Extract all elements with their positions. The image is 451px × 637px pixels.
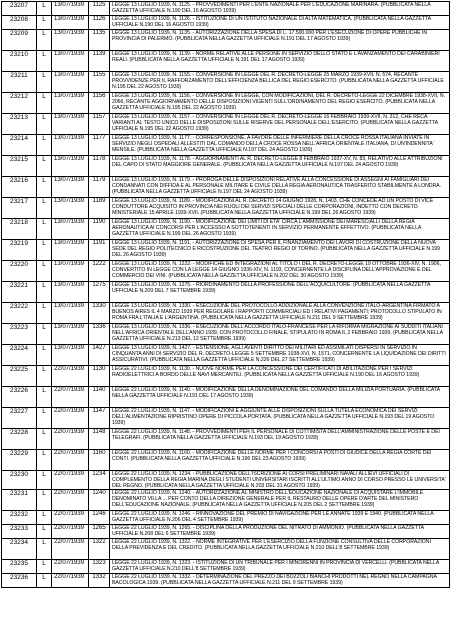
row-number-cell: 1246 xyxy=(89,511,110,525)
row-id-cell: 23219 xyxy=(2,240,37,261)
row-date-cell: 13/07/1939 xyxy=(52,177,89,198)
table-row xyxy=(2,282,450,303)
row-title-cell: LEGGE 13 LUGLIO 1939, N. 1156. - CONVERSIONE IN LEGGE, CON MODIFICAZIONI, DEL R. DECRETO-LEGGE 22 DICEMBRE 1938-XVII, N. 2066, RECANTE AGGIORNAMENTO DELLE DISPOSIZIONI VIGENTI SULL'ORDINAMENTO DEL REGIO ESERCITO. (PUBBLICATA NELLA GAZZETTA UFFICIALE N.195 DEL 22 AGOSTO 1939) xyxy=(110,93,450,114)
table-row xyxy=(2,30,450,51)
row-number-cell: 1322 xyxy=(89,539,110,560)
row-id-cell: 23209 xyxy=(2,30,37,51)
row-title-cell: LEGGE 13 LUGLIO 1939, N. 1275. - RIORDINAMENTO DELLA PROFESSIONE DELL'ACQUICULTORE. (PUBBLICATA NELLA GAZZETTA UFFICIALE N.209 DEL 7 SETTEMBRE 1939) xyxy=(110,282,450,303)
table-row xyxy=(2,408,450,429)
row-date-cell: 13/07/1939 xyxy=(52,261,89,282)
row-title-cell: LEGGE 22 LUGLIO 1939, N. 1130. - NUOVE NORME PER LA CONCESSIONE DEI CERTIFICATI DI ABILITAZIONE PER I SERVIZI RADIOELETTRICI A BORDO DELLE NAVI MERCANTILI. (PUBBLICATA NELLA GAZZETTA UFFICIALE N.190 DEL 16 AGOSTO 1939) xyxy=(110,366,450,387)
row-date-cell: 13/07/1939 xyxy=(52,240,89,261)
row-title-cell: LEGGE 13 LUGLIO 1939, N. 1427. - ESTENSIONE, AGLI AVENTI DIRITTO DEI MILITARI ED ASSIMILATI DISPERSI IN SERVIZIO IN CINQUANTA ANNI DI SERVIZIO DEL R. DECRETO-LEGGE 5 SETTEMBRE 1938-XVI, N. 1571, CONCERNENTE LA LIQUIDAZIONE DEI DIRITTI ASSICURATIVI. (PUBBLICATA NELLA GAZZETTA UFFICIALE N.226 DEL 27 SETTEMBRE 1939) xyxy=(110,345,450,366)
row-date-cell: 13/07/1939 xyxy=(52,282,89,303)
row-id-cell: 23216 xyxy=(2,177,37,198)
row-date-cell: 22/07/1939 xyxy=(52,387,89,408)
table-row xyxy=(2,560,450,574)
table-row xyxy=(2,219,450,240)
row-date-cell: 13/07/1939 xyxy=(52,198,89,219)
row-id-cell: 23210 xyxy=(2,51,37,72)
row-date-cell: 13/07/1939 xyxy=(52,135,89,156)
table-row xyxy=(2,198,450,219)
row-id-cell: 23208 xyxy=(2,16,37,30)
row-number-cell: 1265 xyxy=(89,525,110,539)
table-row xyxy=(2,135,450,156)
row-date-cell: 13/07/1939 xyxy=(52,16,89,30)
row-type-cell: L xyxy=(37,366,52,387)
row-type-cell: L xyxy=(37,30,52,51)
table-row xyxy=(2,51,450,72)
row-title-cell: LEGGE 13 LUGLIO 1939, N. 1126. - ISTITUZIONE DI UN ISTITUTO NAZIONALE DI ALTA MATEMATICA. (PUBBLICATA NELLA GAZZETTA UFFICIALE N.190 DEL 16 AGOSTO 1939) xyxy=(110,16,450,30)
row-id-cell: 23218 xyxy=(2,219,37,240)
row-title-cell: LEGGE 13 LUGLIO 1939, N. 1139. - NORME RELATIVE ALLE PERSONE IN SERVIZIO DELLO STATO E L'AVANZAMENTO DEI CARABINIERI REALI. (PUBBLICATA NELLA GAZZETTA UFFICIALE N.191 DEL 17 AGOSTO 1939) xyxy=(110,51,450,72)
table-row xyxy=(2,345,450,366)
row-title-cell: LEGGE 22 LUGLIO 1939, N. 1140. - MODIFICAZIONE DELLA DENOMINAZIONE DEL COMANDO DELLA MILIZIA PORTUARIA. (PUBBLICATA NELLA GAZZETTA UFFICIALE N.191 DEL 17 AGOSTO 1939) xyxy=(110,387,450,408)
laws-table-body xyxy=(2,2,450,588)
row-title-cell: LEGGE 13 LUGLIO 1939, N. 1191. - AUTORIZZAZIONE DI SPESA PER IL FINANZIAMENTO DEI LAVORI DI COSTRUZIONE DELLA NUOVA SEDE DEL REGIO POLITECNICO E RICOSTRUZIONE DEL TEATRO REGIO DI TORINO. (PUBBLICATA NELLA GAZZETTA UFFICIALE N.199 DEL 26 AGOSTO 1939) xyxy=(110,240,450,261)
row-date-cell: 22/07/1939 xyxy=(52,450,89,471)
table-row xyxy=(2,93,450,114)
laws-table xyxy=(1,1,450,588)
row-title-cell: LEGGE 13 LUGLIO 1939, N. 1179. - PROROGA DELLE DISPOSIZIONI RELATIVE ALLA CONCESSIONE DI ASSEGNI AI FAMIGLIARI DEI CONDANNATI CON DIFFIDA E AL PERSONALE MILITARE E CIVILE DELLA REGIA AERONAUTICA TRASFERITO STABILMENTE A LONDRA. (PUBBLICATA NELLA GAZZETTA UFFICIALE N.197 DEL 24 AGOSTO 1939) xyxy=(110,177,450,198)
row-date-cell: 13/07/1939 xyxy=(52,93,89,114)
row-title-cell: LEGGE 22 LUGLIO 1939, N. 1160. - MODIFICAZIONE DELLE NORME PER I CONCORSI A POSTI DI GIUDICE DELLA REGIA CORTE DEI CONTI. (PUBBLICATA NELLA GAZZETTA UFFICIALE N.196 DEL 23 AGOSTO 1939) xyxy=(110,450,450,471)
row-id-cell: 23235 xyxy=(2,560,37,574)
row-number-cell: 1234 xyxy=(89,471,110,490)
row-type-cell: L xyxy=(37,177,52,198)
row-id-cell: 23220 xyxy=(2,261,37,282)
row-id-cell: 23215 xyxy=(2,156,37,177)
row-number-cell: 1189 xyxy=(89,198,110,219)
table-row xyxy=(2,525,450,539)
table-row xyxy=(2,303,450,324)
row-date-cell: 22/07/1939 xyxy=(52,560,89,574)
row-date-cell: 13/07/1939 xyxy=(52,51,89,72)
table-row xyxy=(2,177,450,198)
table-row xyxy=(2,72,450,93)
row-title-cell: LEGGE 13 LUGLIO 1939, N. 1178. - AGGIORNAMENTI AL R. DECRETO-LEGGE 8 FEBBRAIO 1937-XV, N. 83, RELATIVO ALLE ATTRIBUZIONI DEL CAPO DI STATO MAGGIORE GENERALE. (PUBBLICATA NELLA GAZZETTA UFFICIALE N.197 DEL 24 AGOSTO 1939) xyxy=(110,156,450,177)
row-date-cell: 22/07/1939 xyxy=(52,408,89,429)
row-number-cell: 1125 xyxy=(89,2,110,16)
table-row xyxy=(2,2,450,16)
row-type-cell: L xyxy=(37,261,52,282)
row-number-cell: 1240 xyxy=(89,490,110,511)
row-title-cell: LEGGE 13 LUGLIO 1939, N. 1222. - MODIFICHE ED INTEGRAZIONI AL TITOLO I DEL R. DECRETO-LEGGE 19 OTTOBRE 1936-XIV, N. 1906, CONVERTITO IN LEGGE CON LA LEGGE 14 GIUGNO 1936-XIV, N. 1193, CONCERNENTE LA DISCIPLINA DELL'APPROVAZIONE E DEL COMMERCIO DEI VINI. (PUBBLICATA NELLA GAZZETTA UFFICIALE N.202 DEL 30 AGOSTO 1939) xyxy=(110,261,450,282)
row-type-cell: L xyxy=(37,324,52,345)
row-date-cell: 22/07/1939 xyxy=(52,511,89,525)
row-id-cell: 23228 xyxy=(2,429,37,450)
row-date-cell: 13/07/1939 xyxy=(52,219,89,240)
row-date-cell: 22/07/1939 xyxy=(52,471,89,490)
row-date-cell: 13/07/1939 xyxy=(52,156,89,177)
row-number-cell: 1155 xyxy=(89,72,110,93)
row-number-cell: 1126 xyxy=(89,16,110,30)
row-type-cell: L xyxy=(37,471,52,490)
row-number-cell: 1332 xyxy=(89,574,110,588)
row-number-cell: 1147 xyxy=(89,408,110,429)
row-id-cell: 23221 xyxy=(2,282,37,303)
row-number-cell: 1191 xyxy=(89,240,110,261)
row-type-cell: L xyxy=(37,450,52,471)
row-type-cell: L xyxy=(37,574,52,588)
row-number-cell: 1330 xyxy=(89,303,110,324)
row-type-cell: L xyxy=(37,156,52,177)
row-id-cell: 23230 xyxy=(2,471,37,490)
table-row xyxy=(2,156,450,177)
row-title-cell: LEGGE 13 LUGLIO 1939, N. 1155. - CONVERSIONE IN LEGGE DEL R. DECRETO-LEGGE 25 MARZO 1939-XVII, N. 574, RECANTE PROVVIDENZE PER IL RAFFORZAMENTO DELL'EFFICIENZA BELLICA DEL REGIO ESERCITO. (PUBBLICATA NELLA GAZZETTA UFFICIALE N.195 DEL 22 AGOSTO 1939) xyxy=(110,72,450,93)
table-row xyxy=(2,261,450,282)
row-date-cell: 13/07/1939 xyxy=(52,114,89,135)
row-title-cell: LEGGE 13 LUGLIO 1939, N. 1157. - CONVERSIONE IN LEGGE DEL R. DECRETO-LEGGE 16 FEBBRAIO 1939-XVII, N. 312, CHE RECA VARIANTI AL TESTO UNICO DELLE DISPOSIZIONI SULLE RISERVE DEL PERSONALE DELL'ESERCITO. (PUBBLICATA NELLA GAZZETTA UFFICIALE N.195 DEL 22 AGOSTO 1939) xyxy=(110,114,450,135)
row-type-cell: L xyxy=(37,345,52,366)
row-date-cell: 13/07/1939 xyxy=(52,345,89,366)
row-title-cell: LEGGE 22 LUGLIO 1939, N. 1147. - MODIFICAZIONI E AGGIUNTE ALLE DISPOSIZIONI SULLA TUTELA ECONOMICA DEI SERVIZI DELL'ALIMENTAZIONE RIPRISTINO OPERE DI PICCOLA PORTATA. (PUBBLICATA NELLA GAZZETTA UFFICIALE N.193 DEL 19 AGOSTO 1939) xyxy=(110,408,450,429)
row-id-cell: 23236 xyxy=(2,574,37,588)
table-row xyxy=(2,471,450,490)
row-id-cell: 23229 xyxy=(2,450,37,471)
row-title-cell: LEGGE 13 LUGLIO 1939, N. 1125. - PROVVEDIMENTI PER L'ENTE NAZIONALE PER L'EDUCAZIONE MARINARA. (PUBBLICATA NELLA GAZZETTA UFFICIALE N.190 DEL 16 AGOSTO 1939) xyxy=(110,2,450,16)
row-type-cell: L xyxy=(37,135,52,156)
row-number-cell: 1323 xyxy=(89,560,110,574)
row-title-cell: LEGGE 13 LUGLIO 1939, N. 1189. - MODIFICAZIONI AL R. DECRETO 14 GIUGNO 1928, N. 1403, CHE CONCEDE AD UN POSTO DI VICE CONDUTTORE ACQUISITO IN PROVINCIA NEI RUOLI DEI SERVIZI SPECIALI DELLE CORPORAZIONI, INDETTO CON DECRETO MINISTERIALE 15 APRILE 1939-XVII. (PUBBLICATA NELLA GAZZETTA UFFICIALE N.199 DEL 26 AGOSTO 1939) xyxy=(110,198,450,219)
table-row xyxy=(2,429,450,450)
row-type-cell: L xyxy=(37,114,52,135)
row-title-cell: LEGGE 13 LUGLIO 1939, N. 1330. - ESECUZIONE DEL PROTOCOLLO ADDIZIONALE ALLA CONVENZIONE ITALO-ARGENTINA FIRMATO A BUENOS AIRES IL 4 MARZO 1939 PER REGOLARE I RAPPORTI COMMERCIALI ED I RELATIVI PAGAMENTI; PROTOCOLLO STIPULATO IN ROMA FRA L'ITALIA E L'ARGENTINA. (PUBBLICATA NELLA GAZZETTA UFFICIALE N.211 DEL 9 SETTEMBRE 1939) xyxy=(110,303,450,324)
row-title-cell: LEGGE 22 LUGLIO 1939, N. 1322. - NORME INTEGRATIVE PER L'ESERCIZIO DELLA FUNZIONE CONSULTIVA DELLE CORPORAZIONI DELLA PREVIDENZA E DEL CREDITO. (PUBBLICATA NELLA GAZZETTA UFFICIALE N.210 DELL'8 SETTEMBRE 1939) xyxy=(110,539,450,560)
row-date-cell: 13/07/1939 xyxy=(52,72,89,93)
row-title-cell: LEGGE 13 LUGLIO 1939, N. 1177. - CORRESPONSIONE, A FAVORE DELLE INFERMIERE DELLA CROCE ROSSA ITALIANA INVIATE IN SERVIZIO NEGLI OSPEDALI ALLESTITI DAL COMANDO DELLA CROCE ROSSA NELL'AFRICA ORIENTALE ITALIANA, DI UN'INDENNITA' MENSILE. (PUBBLICATA NELLA GAZZETTA UFFICIALE N.197 DEL 24 AGOSTO 1939) xyxy=(110,135,450,156)
row-id-cell: 23211 xyxy=(2,72,37,93)
row-type-cell: L xyxy=(37,282,52,303)
row-id-cell: 23217 xyxy=(2,198,37,219)
row-id-cell: 23226 xyxy=(2,387,37,408)
row-type-cell: L xyxy=(37,2,52,16)
table-row xyxy=(2,240,450,261)
table-row xyxy=(2,574,450,588)
row-type-cell: L xyxy=(37,429,52,450)
row-title-cell: LEGGE 22 LUGLIO 1939, N. 1323. - ISTITUZIONE DI UN TRIBUNALE PER I MINORENNI IN PROVINCIA DI VERCELLI. (PUBBLICATA NELLA GAZZETTA UFFICIALE N.210 DELL'8 SETTEMBRE 1939) xyxy=(110,560,450,574)
row-number-cell: 1275 xyxy=(89,282,110,303)
row-id-cell: 23207 xyxy=(2,2,37,16)
row-type-cell: L xyxy=(37,525,52,539)
row-date-cell: 22/07/1939 xyxy=(52,366,89,387)
row-number-cell: 1140 xyxy=(89,387,110,408)
row-id-cell: 23234 xyxy=(2,539,37,560)
row-type-cell: L xyxy=(37,240,52,261)
row-title-cell: LEGGE 22 LUGLIO 1939, N. 1234. - PUBBLICAZIONE DELL'ISCRIZIONE AI CORSI PRELIMINARI NAVALI ALLIEVI UFFICIALI DI COMPLEMENTO DELLA REGIA MARINA DEGLI STUDENTI UNIVERSITARI ISCRITTI ALL'ULTIMO ANNO DI CORSO PRESSO LE UNIVERSITA' DEL REGNO. (PUBBLICATA NELLA GAZZETTA UFFICIALE N.203 DEL 31 AGOSTO 1939) xyxy=(110,471,450,490)
row-type-cell: L xyxy=(37,51,52,72)
row-id-cell: 23212 xyxy=(2,93,37,114)
row-type-cell: L xyxy=(37,408,52,429)
row-number-cell: 1157 xyxy=(89,114,110,135)
row-number-cell: 1427 xyxy=(89,345,110,366)
row-date-cell: 22/07/1939 xyxy=(52,490,89,511)
row-id-cell: 23233 xyxy=(2,525,37,539)
table-row xyxy=(2,16,450,30)
row-type-cell: L xyxy=(37,387,52,408)
table-row xyxy=(2,511,450,525)
row-date-cell: 13/07/1939 xyxy=(52,324,89,345)
row-number-cell: 1148 xyxy=(89,429,110,450)
table-row xyxy=(2,366,450,387)
row-date-cell: 22/07/1939 xyxy=(52,574,89,588)
row-id-cell: 23213 xyxy=(2,114,37,135)
row-number-cell: 1179 xyxy=(89,177,110,198)
table-row xyxy=(2,114,450,135)
row-number-cell: 1190 xyxy=(89,219,110,240)
row-number-cell: 1178 xyxy=(89,156,110,177)
table-row xyxy=(2,387,450,408)
table-row xyxy=(2,324,450,345)
row-date-cell: 22/07/1939 xyxy=(52,429,89,450)
row-type-cell: L xyxy=(37,16,52,30)
row-title-cell: LEGGE 22 LUGLIO 1939, N. 1240. - AUTORIZZAZIONE AL MINISTRO DELL'EDUCAZIONE NAZIONALE DI ACQUISTARE L'IMMOBILE DENOMINATO VILLA ... PER CONTO DELLA DIREZIONE GENERALE PER IL RESTAURO DELLE OPERE D'ARTE DEL MINISTERO DELL'EDUCAZIONE NAZIONALE. (PUBBLICATA NELLA GAZZETTA UFFICIALE N.205 DEL 2 SETTEMBRE 1939) xyxy=(110,490,450,511)
row-title-cell: LEGGE 13 LUGLIO 1939, N. 1135. - AUTORIZZAZIONE DELLA SPESA DI L. 17.500.000 PER L'ESECUZIONE DI OPERE PUBBLICHE IN PROVINCIA DI PALERMO. (PUBBLICATA NELLA GAZZETTA UFFICIALE N.191 DEL 17 AGOSTO 1939) xyxy=(110,30,450,51)
row-date-cell: 13/07/1939 xyxy=(52,2,89,16)
row-number-cell: 1130 xyxy=(89,366,110,387)
row-number-cell: 1160 xyxy=(89,450,110,471)
row-number-cell: 1139 xyxy=(89,51,110,72)
row-type-cell: L xyxy=(37,72,52,93)
row-title-cell: LEGGE 13 LUGLIO 1939, N. 1336. - ESECUZIONE DELL'ACCORDO ITALO-FRANCESE PER LA RIFORMA MIGRAZIONE AI SUDDITI ITALIANI NELL'AFRICA ORIENTALE DELL'ANNO 1939, CON PROTOCOLLO FINALE, STIPULATO IN ROMA IL 2 FEBBRAIO 1939. (PUBBLICATA NELLA GAZZETTA UFFICIALE N.213 DEL 12 SETTEMBRE 1939) xyxy=(110,324,450,345)
row-id-cell: 23231 xyxy=(2,490,37,511)
row-type-cell: L xyxy=(37,490,52,511)
row-type-cell: L xyxy=(37,198,52,219)
row-id-cell: 23225 xyxy=(2,366,37,387)
row-date-cell: 13/07/1939 xyxy=(52,303,89,324)
row-id-cell: 23232 xyxy=(2,511,37,525)
row-title-cell: LEGGE 22 LUGLIO 1939, N. 1246. - RINNOVAZIONE DEL PREMIO DI NAVIGAZIONE PER LE ANNATE 1939 E 1940. (PUBBLICATA NELLA GAZZETTA UFFICIALE N.206 DEL 4 SETTEMBRE 1939) xyxy=(110,511,450,525)
row-type-cell: L xyxy=(37,511,52,525)
table-row xyxy=(2,490,450,511)
row-title-cell: LEGGE 22 LUGLIO 1939, N. 1148. - PROVVEDIMENTI PER IL PERSONALE DI COTTIMISTA DELL'AMMINISTRAZIONE DELLE POSTE E DEI TELEGRAFI. (PUBBLICATA NELLA GAZZETTA UFFICIALE N.193 DEL 19 AGOSTO 1939) xyxy=(110,429,450,450)
row-number-cell: 1222 xyxy=(89,261,110,282)
row-type-cell: L xyxy=(37,93,52,114)
row-date-cell: 22/07/1939 xyxy=(52,539,89,560)
row-number-cell: 1177 xyxy=(89,135,110,156)
row-type-cell: L xyxy=(37,560,52,574)
row-id-cell: 23223 xyxy=(2,324,37,345)
row-id-cell: 23222 xyxy=(2,303,37,324)
row-title-cell: LEGGE 13 LUGLIO 1939, N. 1190. - MODIFICAZIONE DEI LIMITI DI ETA' CIRCA L'AMMISSIONE DEI MARESCIALLI DELLA REGIA AERONAUTICA AI CONCORSI PER L'ACCESSO A SOTTOTENENTI IN SERVIZIO PERMANENTE EFFETTIVO. (PUBBLICATA NELLA GAZZETTA UFFICIALE N.199 DEL 26 AGOSTO 1939) xyxy=(110,219,450,240)
row-type-cell: L xyxy=(37,539,52,560)
row-number-cell: 1336 xyxy=(89,324,110,345)
table-row xyxy=(2,450,450,471)
row-title-cell: LEGGE 22 LUGLIO 1939, N. 1265. - DISCIPLINA DELLA PRODUZIONE DEL NITRATO DI AMMONIO. (PUBBLICATA NELLA GAZZETTA UFFICIALE N.208 DEL 6 SETTEMBRE 1939) xyxy=(110,525,450,539)
row-date-cell: 13/07/1939 xyxy=(52,30,89,51)
row-title-cell: LEGGE 22 LUGLIO 1939, N. 1332. - DETERMINAZIONE DEL PREZZO DEI BOZZOLI BIANCHI PRODOTTI NEL REGNO NELLA CAMPAGNA BACOLOGICA 1939. (PUBBLICATA NELLA GAZZETTA UFFICIALE N.211 DEL 9 SETTEMBRE 1939) xyxy=(110,574,450,588)
row-id-cell: 23224 xyxy=(2,345,37,366)
row-type-cell: L xyxy=(37,303,52,324)
table-row xyxy=(2,539,450,560)
row-number-cell: 1156 xyxy=(89,93,110,114)
row-id-cell: 23227 xyxy=(2,408,37,429)
row-id-cell: 23214 xyxy=(2,135,37,156)
row-type-cell: L xyxy=(37,219,52,240)
row-date-cell: 22/07/1939 xyxy=(52,525,89,539)
row-number-cell: 1135 xyxy=(89,30,110,51)
